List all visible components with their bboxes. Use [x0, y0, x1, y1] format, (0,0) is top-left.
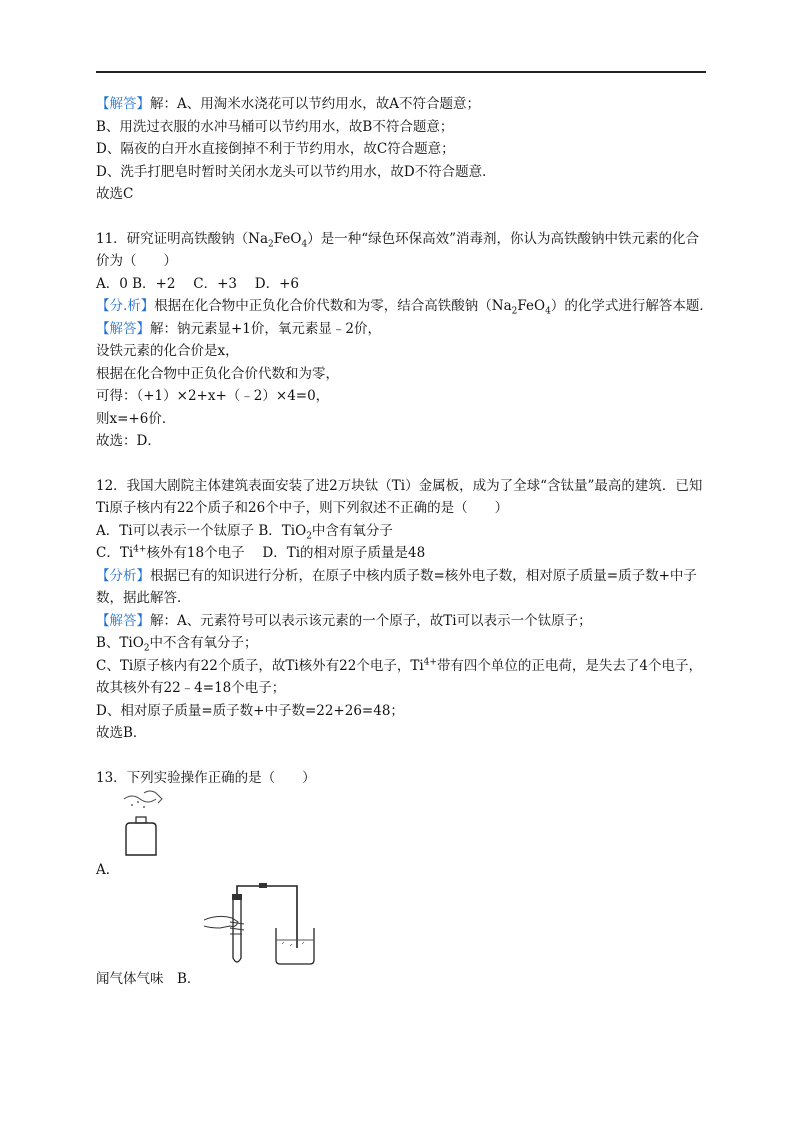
q10-final: 故选C: [96, 186, 134, 202]
analysis-tag: 【分析】: [96, 567, 150, 584]
q13-label-a2: 闻气体气味 B．: [96, 970, 201, 987]
q11-line-1: 设铁元素的化合价是x，: [96, 343, 239, 359]
q10-line-b: B、用洗过衣服的水冲马桶可以节约用水，故B不符合题意；: [96, 118, 454, 135]
q10-answer-line: [96, 93, 708, 116]
q12-options-cd: C．$Ti^{4+}$核外有18个电子 D．Ti的相对原子质量是48: [96, 544, 426, 561]
q11-options: A．0 B．+2 C．+3 D．+6: [96, 275, 299, 292]
q13-label-a: A．: [96, 862, 120, 878]
q12-answer: 【解答】解：A、元素符号可以表示该元素的一个原子，故Ti可以表示一个钛原子；: [96, 612, 592, 629]
q12-line-b: B、TiO$_2$中不含有氧分子；: [96, 635, 258, 654]
q12-options-ab: A．Ti可以表示一个钛原子 B．TiO$_2$中含有氧分子: [96, 522, 393, 542]
gas-jar-smelling-illustration: [114, 789, 194, 859]
q11-stem: 11．研究证明高铁酸钠$(Na_2FeO_4)$是一种“绿色环保高效”消毒剂，你认为高铁酸钠中铁元素的化合价为（ ）: [96, 230, 700, 269]
q13-stem: 13．下列实验操作正确的是（ ）: [96, 769, 316, 786]
q10-line-d: D、洗手打肥皂时暂时关闭水龙头可以节约用水，故D不符合题意．: [96, 163, 496, 180]
q11-line-4: 则x=+6价．: [96, 410, 176, 427]
answer-tag: 【解答】: [96, 320, 150, 337]
q13-option-b-figure: [96, 882, 708, 968]
q11-analysis: 【分.析】根据在化合物中正负化合价代数和为零，结合高铁酸钠$(Na_2FeO_4)$的化学式进行解答本题．: [96, 298, 713, 317]
q11-final: 故选：D．: [96, 433, 161, 449]
q11-line-3: 可得：（+1）×2+x+（﹣2）×4=0，: [96, 388, 330, 404]
q11-line-2: 根据在化合物中正负化合价代数和为零，: [96, 365, 339, 382]
answer-tag: 【解答】: [96, 612, 150, 629]
answer-tag: 【解答】: [96, 96, 150, 112]
header-rule: [96, 71, 706, 73]
q10-line-c: D、隔夜的白开水直接倒掉不利于节约用水，故C符合题意；: [96, 141, 455, 157]
q12-line-c: C、Ti原子核内有22个质子，故Ti核外有22个电子，$Ti^{4+}$带有四个单位的正电荷，是失去了4个电子，故其核外有22﹣4=18个电子；: [96, 657, 703, 696]
q13-option-a-figure: [96, 789, 708, 859]
q12-stem: 12．我国大剧院主体建筑表面安装了进2万块钛（Ti）金属板，成为了全球“含钛量”最高的建筑．已知Ti原子核内有22个质子和26个中子，则下列叙述不正确的是（ ）: [96, 477, 703, 516]
airtightness-check-illustration: [204, 882, 334, 972]
q11-answer: 【解答】解：钠元素显+1价，氧元素显﹣2价，: [96, 320, 381, 337]
q10-answer-text: 解：A、用淘米水浇花可以节约用水，故A不符合题意；: [150, 96, 480, 112]
q12-line-d: D、相对原子质量=质子数+中子数=22+26=48；: [96, 702, 404, 719]
analysis-tag: 【分.析】: [96, 298, 155, 314]
q12-analysis: 【分析】根据已有的知识进行分析，在原子中核内质子数=核外电子数，相对原子质量=质子数+中子数，据此解答．: [96, 567, 697, 606]
page-content: [96, 93, 713, 990]
q12-final: 故选B．: [96, 725, 147, 741]
